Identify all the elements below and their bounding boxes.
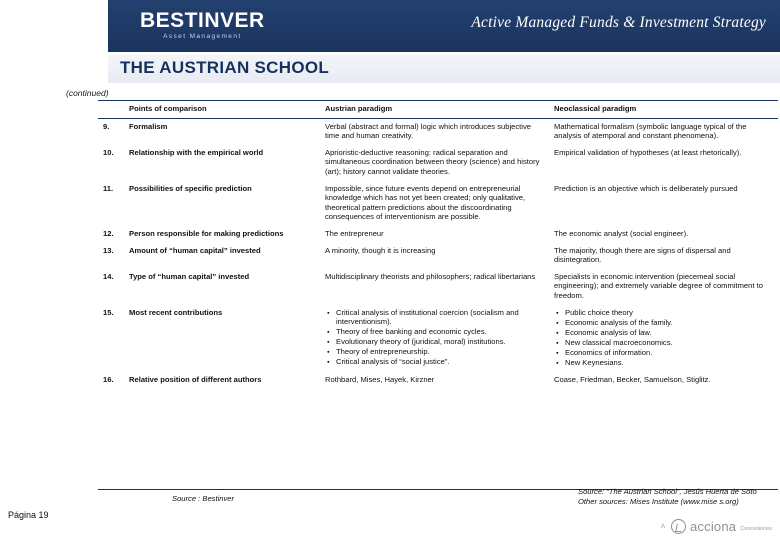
row-item: Most recent contributions [129, 307, 223, 317]
source-right-line2: Other sources: Mises Institute (www.mise s.org) [578, 496, 739, 506]
row-number: 9. [103, 121, 110, 131]
row-austrian: Aprioristic-deductive reasoning: radical separation and simultaneous coordination between theory (science) and history (art); history cannot validate theories. [325, 147, 540, 176]
brand-subtitle: Asset Management [163, 33, 242, 40]
brand-name: BESTINVER [140, 9, 265, 32]
row-neoclassical: Prediction is an objective which is deliberately pursued [554, 183, 738, 193]
list-item: ● Theory of entrepreneurship. [336, 347, 544, 357]
list-item: ● Economic analysis of law. [565, 328, 773, 338]
list-item: ● Economics of information. [565, 348, 773, 358]
list-item: ● Critical analysis of “social justice”. [336, 357, 544, 367]
header-neoclassical-paradigm: Neoclassical paradigm [549, 101, 778, 119]
row-austrian: Impossible, since future events depend on entrepreneurial knowledge which has not yet been created; only qualitative, theoretical pattern predictions about the discoordinating consequences of interventionism are possible. [325, 183, 526, 222]
row-neoclassical: The majority, though there are signs of dispersal and disintegration. [554, 245, 731, 265]
list-item: ● New Keynesians. [565, 358, 773, 368]
table-body [98, 118, 778, 389]
comparison-table-wrap [98, 100, 778, 389]
row-item: Amount of “human capital” invested [129, 245, 261, 255]
list-item: ● New classical macroeconomics. [565, 338, 773, 348]
austrian-bullet-list [325, 308, 544, 368]
row-neoclassical: Empirical validation of hypotheses (at least rhetorically). [554, 147, 742, 157]
row-number: 13. [103, 245, 114, 255]
table-header-row [98, 101, 778, 119]
row-number: 16. [103, 375, 114, 385]
row-number: 14. [103, 271, 114, 281]
row-neoclassical: The economic analyst (social engineer). [554, 228, 689, 238]
table-row [98, 181, 778, 226]
list-item: ● Public choice theory [565, 308, 773, 318]
header-austrian-paradigm: Austrian paradigm [320, 101, 549, 119]
source-right-line1: Source: “The Austrian School”, Jesús Huerta de Soto [578, 487, 757, 496]
row-neoclassical: Mathematical formalism (symbolic language typical of the analysis of atemporal and constant phenomena). [554, 121, 747, 141]
row-item: Type of “human capital” invested [129, 271, 250, 281]
table-row [98, 243, 778, 269]
check-circle-icon [671, 519, 686, 534]
row-item: Person responsible for making predictions [129, 228, 284, 238]
list-item: ● Evolutionary theory of (juridical, moral) institutions. [336, 337, 544, 347]
row-number: 10. [103, 147, 114, 157]
row-number: 12. [103, 228, 114, 238]
table-row [98, 118, 778, 145]
list-item: ● Theory of free banking and economic cycles. [336, 327, 544, 337]
row-item: Formalism [129, 121, 168, 131]
row-number: 15. [103, 307, 114, 317]
neoclassical-bullet-list [554, 308, 773, 368]
source-center: Source : Bestinver [172, 494, 235, 503]
comparison-table [98, 100, 778, 389]
source-right [578, 487, 757, 506]
list-item: ● Critical analysis of institutional coercion (socialism and interventionism). [336, 308, 544, 327]
acciona-logo [661, 519, 772, 534]
brand-logo [140, 10, 265, 40]
table-row [98, 269, 778, 305]
continued-label: (continued) [66, 88, 109, 98]
row-austrian: Rothbard, Mises, Hayek, Kirzner [325, 375, 435, 385]
row-austrian: A minority, though it is increasing [325, 245, 436, 255]
header-tagline: Active Managed Funds & Investment Strategy [471, 14, 766, 31]
row-number: 11. [103, 183, 114, 193]
table-head [98, 101, 778, 119]
list-item: ● Economic analysis of the family. [565, 318, 773, 328]
row-austrian-list [320, 305, 549, 373]
row-item: Relative position of different authors [129, 375, 262, 385]
row-item: Possibilities of specific prediction [129, 183, 252, 193]
logo-tiny-mark: A [660, 523, 665, 530]
row-austrian: Multidisciplinary theorists and philosophers; radical libertarians [325, 271, 536, 281]
row-neoclassical-list [549, 305, 778, 373]
row-austrian: The entrepreneur [325, 228, 384, 238]
row-neoclassical: Coase, Friedman, Becker, Samuelson, Stiglitz. [554, 375, 711, 385]
logo-wordmark: acciona [689, 519, 737, 534]
logo-division: Concesiones [740, 526, 772, 532]
row-neoclassical: Specialists in economic intervention (piecemeal social engineering); and extremely variable degree of commitment to freedom. [554, 271, 763, 300]
header-band [0, 0, 780, 52]
table-row [98, 145, 778, 181]
row-austrian: Verbal (abstract and formal) logic which introduces subjective time and human creativity. [325, 121, 531, 141]
page-number: Página 19 [8, 510, 49, 520]
row-item: Relationship with the empirical world [129, 147, 264, 157]
table-row [98, 226, 778, 243]
header-blank [98, 101, 124, 119]
table-row [98, 305, 778, 373]
page-title: THE AUSTRIAN SCHOOL [120, 58, 330, 77]
header-points-of-comparison: Points of comparison [124, 101, 320, 119]
table-row [98, 372, 778, 389]
